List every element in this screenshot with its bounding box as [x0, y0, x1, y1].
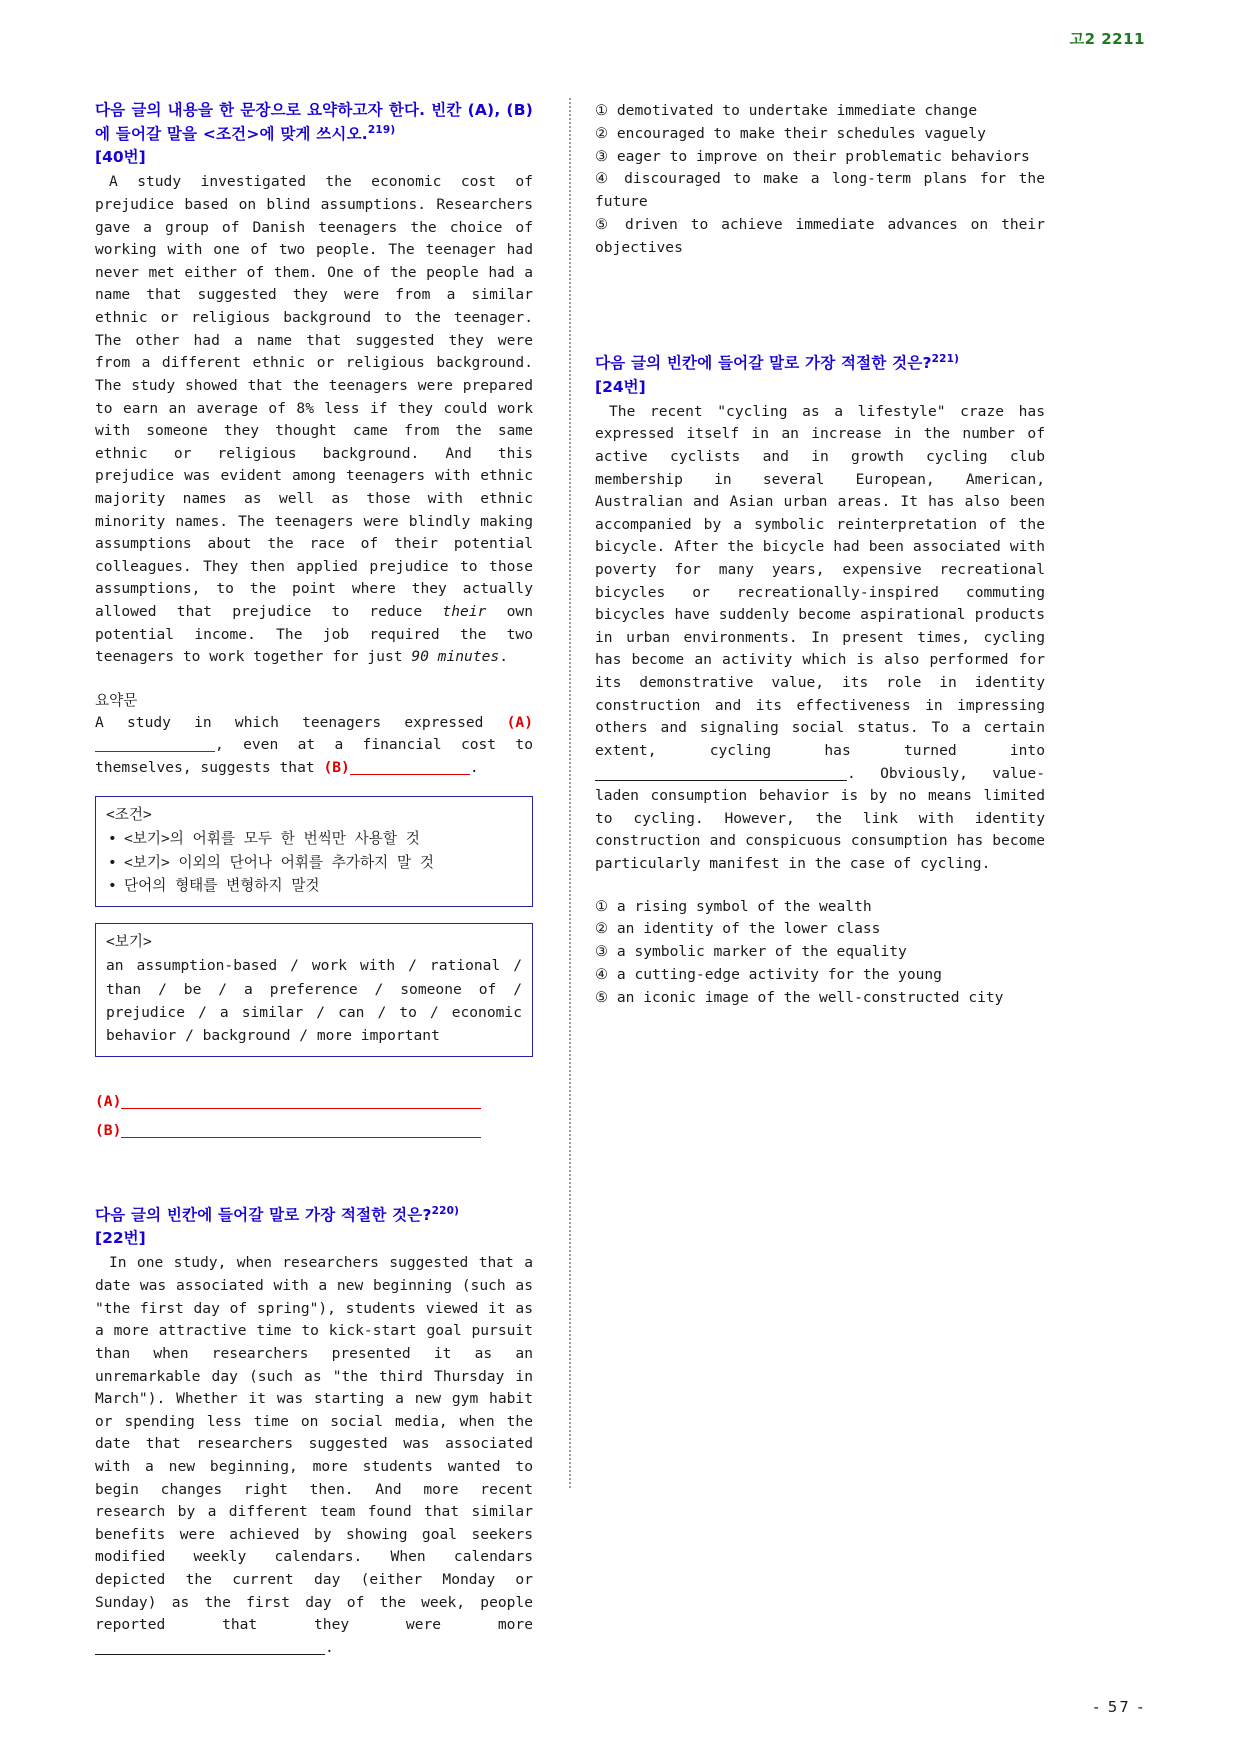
column-divider [569, 98, 571, 1488]
summary-blank-b-label: (B) [323, 759, 350, 777]
summary-blank-a-field[interactable] [95, 751, 215, 752]
choice-option[interactable]: ① demotivated to undertake immediate change [595, 102, 978, 119]
choice-option[interactable]: ⑤ driven to achieve immediate advances on their objectives [595, 215, 1045, 256]
question-24-blank[interactable] [595, 780, 847, 781]
question-24-choices [595, 896, 1045, 1010]
condition-list [106, 827, 522, 898]
right-column-gap-2 [595, 317, 1045, 351]
question-24-passage-text-2: . Obviously, value-laden consumption behavior is by no means limited to cycling. However, the link with identity construction and conspicuous consumption has become particularly manifest in the case of cycling. [595, 764, 1045, 872]
condition-item: • 단어의 형태를 변형하지 말것 [106, 874, 522, 898]
right-column-gap-1 [595, 259, 1045, 317]
left-column [95, 98, 555, 1658]
choice-option[interactable]: ③ a symbolic marker of the equality [595, 943, 907, 961]
two-column-body [95, 98, 1145, 1658]
condition-item: • <보기> 이외의 단어나 어휘를 추가하지 말 것 [106, 851, 522, 875]
passage-text-part1: A study investigated the economic cost of prejudice based on blind assumptions. Researchers gave a group of Danish teenagers the choice of working with one of two people. The teenager had never met either of them. One of the people had a name that suggested they were from a similar ethnic or religious background to the teenager. The other had a name that suggested they were from a different ethnic or religious background. The study showed that the teenagers were prepared to earn an average of 8% less if they could work with someone they thought came from the same ethnic or religious background. And this prejudice was evident among teenagers with ethnic majority names as well as those with ethnic minority names. The teenagers were blindly making assumptions about the race of their potential colleagues. They then applied prejudice to those assumptions, to the point where they actually allowed that prejudice to reduce [95, 173, 533, 621]
condition-box-title: <조건> [106, 805, 152, 823]
choice-option[interactable]: ② an identity of the lower class [595, 920, 881, 938]
condition-item: • <보기>의 어휘를 모두 한 번씩만 사용할 것 [106, 827, 522, 851]
wordbank-box [95, 923, 533, 1057]
question-22-number: [22번] [95, 1229, 146, 1248]
question-24-heading-text: 다음 글의 빈칸에 들어갈 말로 가장 적절한 것은? [595, 354, 932, 373]
question-22-passage-text: In one study, when researchers suggested that a date was associated with a new beginning (such as "the first day of spring"), students viewed it as a more attractive time to kick-start goal pursuit than when researchers presented it as an unremarkable day (such as "the third Thursday in March"). Whether it was starting a new gym habit or spending less time on social media, when the date that researchers suggested was associated with a new beginning, more students wanted to begin changes right then. And more recent research by a different team found that similar benefits were achieved by showing goal seekers modified weekly calendars. When calendars depicted the current day (either Monday or Sunday) as the first day of the week, people reported that they were more [95, 1254, 533, 1634]
choice-option[interactable]: ① a rising symbol of the wealth [595, 897, 872, 915]
question-24-number: [24번] [595, 377, 646, 396]
summary-label: 요약문 [95, 691, 138, 709]
summary-part-2: , even at a financial cost to themselves, suggests that [95, 736, 533, 777]
answer-write-area [95, 1087, 533, 1145]
passage-italic-their: their [442, 603, 487, 621]
page-header-code: 고2 2211 [1069, 30, 1145, 48]
question-40-heading-text: 다음 글의 내용을 한 문장으로 요약하고자 한다. 빈칸 (A), (B)에 들어갈 말을 <조건>에 맞게 쓰시오. [95, 101, 533, 144]
question-22-passage-end: . [325, 1638, 334, 1656]
choice-option[interactable]: ② encouraged to make their schedules vaguely [595, 124, 986, 142]
question-22-heading-text: 다음 글의 빈칸에 들어갈 말로 가장 적절한 것은? [95, 1206, 432, 1225]
wordbank-box-title: <보기> [106, 932, 152, 950]
question-40-superscript: 219) [367, 124, 396, 137]
answer-row-a [95, 1087, 533, 1116]
answer-a-label: (A) [95, 1092, 122, 1110]
summary-blank-b-field[interactable] [350, 774, 470, 775]
question-40-choices [595, 100, 1045, 259]
answer-row-b [95, 1116, 533, 1145]
question-40-number: [40번] [95, 148, 146, 167]
summary-part-3: . [469, 759, 479, 777]
passage-text-part2: own potential income. The job required the two teenagers to work together for just [95, 603, 533, 666]
summary-blank-a-label: (A) [506, 713, 533, 731]
left-column-gap [95, 1145, 533, 1203]
condition-box [95, 796, 533, 907]
question-24-heading [595, 351, 1045, 375]
question-22-heading [95, 1203, 533, 1227]
summary-sentence [95, 712, 533, 780]
answer-a-field[interactable] [121, 1108, 481, 1109]
question-22-blank[interactable] [95, 1654, 325, 1655]
passage-text-end: . [499, 648, 508, 666]
question-22-superscript: 220) [431, 1205, 460, 1218]
page-number: - 57 - [1093, 1698, 1145, 1716]
choice-option[interactable]: ③ eager to improve on their problematic behaviors [595, 147, 1030, 165]
right-column-gap-3 [595, 876, 1045, 894]
right-column [585, 98, 1045, 1658]
summary-part-1: A study in which teenagers expressed [95, 713, 507, 731]
choice-option[interactable]: ⑤ an iconic image of the well-constructed city [595, 988, 1004, 1006]
question-24-passage-text-1: The recent "cycling as a lifestyle" craze has expressed itself in an increase in the number of active cyclists and in growth cycling club membership in several European, American, Australian and Asian urban areas. It has also been accompanied by a symbolic reinterpretation of the bicycle. After the bicycle had been associated with poverty for many years, expensive recreational bicycles or recreationally-inspired commuting bicycles have suddenly become aspirational products in urban environments. In present times, cycling has become an activity which is also performed for its demonstrative value, its role in identity construction and its effectiveness in impressing others and signaling social status. To a certain extent, cycling has turned into [595, 402, 1045, 759]
answer-b-field[interactable] [121, 1137, 481, 1138]
choice-option[interactable]: ④ a cutting-edge activity for the young [595, 965, 942, 983]
passage-italic-ninety-minutes: 90 minutes [411, 648, 500, 666]
question-24-passage [595, 401, 1045, 876]
question-22-passage [95, 1252, 533, 1659]
wordbank-words: an assumption-based / work with / rational / than / be / a preference / someone of / prejudice / a similar / can / to / economic behavior / background / more important [106, 957, 522, 1045]
question-40-heading [95, 98, 533, 146]
choice-option[interactable]: ④ discouraged to make a long-term plans for the future [595, 170, 1045, 211]
question-40-passage [95, 171, 533, 668]
answer-b-label: (B) [95, 1121, 122, 1139]
question-24-superscript: 221) [931, 353, 960, 366]
